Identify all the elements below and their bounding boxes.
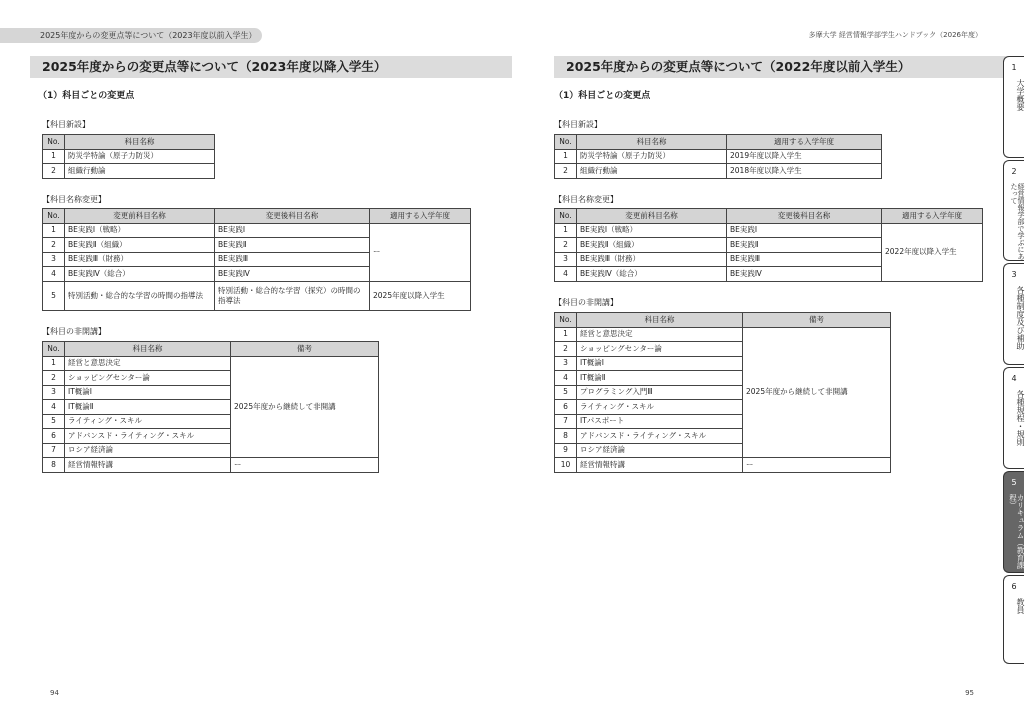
- chapter-tab-4[interactable]: [1003, 367, 1024, 469]
- old-subject-name: BE実践Ⅰ（戦略）: [65, 223, 215, 238]
- col-header: 変更後科目名称: [727, 209, 882, 224]
- tab-number: 2: [1011, 167, 1017, 176]
- row-number: 8: [555, 429, 577, 444]
- chapter-tab-6[interactable]: [1003, 575, 1024, 664]
- table-row: [555, 164, 882, 179]
- old-subject-name: BE実践Ⅱ（組織）: [577, 238, 727, 253]
- tab-number: 4: [1011, 374, 1017, 383]
- row-number: 2: [555, 342, 577, 357]
- chapter-tab-1[interactable]: [1003, 56, 1024, 158]
- subject-name: アドバンスド・ライティング・スキル: [577, 429, 743, 444]
- not-offered-table-right: [554, 312, 891, 473]
- row-number: 3: [43, 252, 65, 267]
- col-header: No.: [43, 135, 65, 150]
- note: ー: [231, 458, 379, 473]
- row-number: 1: [43, 223, 65, 238]
- row-number: 6: [43, 429, 65, 444]
- col-header: 変更前科目名称: [65, 209, 215, 224]
- new-subjects-label-left: 【科目新設】: [42, 120, 90, 129]
- col-header: No.: [43, 209, 65, 224]
- row-number: 3: [555, 252, 577, 267]
- renamed-label-right: 【科目名称変更】: [554, 195, 618, 204]
- new-subject-name: BE実践Ⅰ: [727, 223, 882, 238]
- subject-name: ライティング・スキル: [577, 400, 743, 415]
- old-subject-name: 特別活動・総合的な学習の時間の指導法: [65, 281, 215, 310]
- right-page: [512, 0, 1024, 723]
- row-number: 5: [43, 281, 65, 310]
- subject-name: IT概論Ⅱ: [65, 400, 231, 415]
- subject-name: IT概論Ⅰ: [65, 385, 231, 400]
- page-title-right: 2025年度からの変更点等について（2022年度以前入学生）: [554, 56, 1008, 78]
- left-page: [0, 0, 512, 723]
- chapter-tabs: [1003, 56, 1024, 664]
- subject-name: 組織行動論: [65, 164, 215, 179]
- table-row: [555, 149, 882, 164]
- row-number: 3: [555, 356, 577, 371]
- subject-name: ITパスポート: [577, 414, 743, 429]
- col-header: 適用する入学年度: [727, 135, 882, 150]
- running-header-left: 2025年度からの変更点等について（2023年度以前入学生）: [0, 28, 262, 43]
- row-number: 7: [555, 414, 577, 429]
- table-row: [43, 356, 379, 371]
- row-number: 2: [43, 164, 65, 179]
- row-number: 1: [43, 149, 65, 164]
- note: ー: [743, 458, 891, 473]
- chapter-tab-2[interactable]: [1003, 160, 1024, 261]
- running-header-right: 多摩大学 経営情報学部学生ハンドブック（2026年度）: [808, 31, 982, 39]
- row-number: 1: [555, 327, 577, 342]
- subheading-left: （1）科目ごとの変更点: [38, 91, 135, 101]
- table-row: [43, 149, 215, 164]
- row-number: 9: [555, 443, 577, 458]
- table-row: [555, 223, 983, 238]
- row-number: 3: [43, 385, 65, 400]
- col-header: No.: [43, 342, 65, 357]
- note: 2025年度から継続して非開講: [743, 327, 891, 458]
- subject-name: ロシア経済論: [577, 443, 743, 458]
- renamed-label-left: 【科目名称変更】: [42, 195, 106, 204]
- applies-year: 2025年度以降入学生: [370, 281, 471, 310]
- subject-name: プログラミング入門Ⅲ: [577, 385, 743, 400]
- subheading-right: （1）科目ごとの変更点: [554, 91, 651, 101]
- col-header: 科目名称: [65, 342, 231, 357]
- old-subject-name: BE実践Ⅳ（総合）: [65, 267, 215, 282]
- row-number: 4: [43, 267, 65, 282]
- not-offered-label-right: 【科目の非開講】: [554, 298, 618, 307]
- tab-number: 1: [1011, 63, 1017, 72]
- old-subject-name: BE実践Ⅲ（財務）: [65, 252, 215, 267]
- col-header: No.: [555, 135, 577, 150]
- tab-number: 6: [1011, 582, 1017, 591]
- old-subject-name: BE実践Ⅲ（財務）: [577, 252, 727, 267]
- subject-name: 経営と意思決定: [65, 356, 231, 371]
- subject-name: 経営と意思決定: [577, 327, 743, 342]
- row-number: 1: [555, 223, 577, 238]
- tab-number: 5: [1011, 478, 1017, 487]
- row-number: 1: [555, 149, 577, 164]
- row-number: 5: [555, 385, 577, 400]
- subject-name: ショッピングセンター論: [65, 371, 231, 386]
- row-number: 2: [555, 164, 577, 179]
- new-subjects-label-right: 【科目新設】: [554, 120, 602, 129]
- table-row: [43, 164, 215, 179]
- subject-name: ライティング・スキル: [65, 414, 231, 429]
- subject-name: IT概論Ⅰ: [577, 356, 743, 371]
- subject-name: 防災学特論（原子力防災）: [577, 149, 727, 164]
- subject-name: ショッピングセンター論: [577, 342, 743, 357]
- subject-name: ロシア経済論: [65, 443, 231, 458]
- table-row: [555, 327, 891, 342]
- row-number: 5: [43, 414, 65, 429]
- new-subject-name: BE実践Ⅳ: [215, 267, 370, 282]
- old-subject-name: BE実践Ⅰ（戦略）: [577, 223, 727, 238]
- new-subject-name: 特別活動・総合的な学習（探究）の時間の指導法: [215, 281, 370, 310]
- applies-year: 2019年度以降入学生: [727, 149, 882, 164]
- new-subject-name: BE実践Ⅱ: [727, 238, 882, 253]
- col-header: No.: [555, 209, 577, 224]
- row-number: 2: [43, 238, 65, 253]
- col-header: 科目名称: [577, 135, 727, 150]
- old-subject-name: BE実践Ⅱ（組織）: [65, 238, 215, 253]
- col-header: 適用する入学年度: [882, 209, 983, 224]
- subject-name: アドバンスド・ライティング・スキル: [65, 429, 231, 444]
- col-header: 科目名称: [65, 135, 215, 150]
- row-number: 1: [43, 356, 65, 371]
- renamed-table-left: [42, 208, 471, 311]
- renamed-table-right: [554, 208, 983, 282]
- subject-name: IT概論Ⅱ: [577, 371, 743, 386]
- table-row: [43, 223, 471, 238]
- tab-number: 3: [1011, 270, 1017, 279]
- tab-label: 各種規程・規則: [1016, 390, 1025, 446]
- new-subject-name: BE実践Ⅲ: [727, 252, 882, 267]
- row-number: 2: [555, 238, 577, 253]
- old-subject-name: BE実践Ⅳ（総合）: [577, 267, 727, 282]
- table-row: [555, 458, 891, 473]
- subject-name: 組織行動論: [577, 164, 727, 179]
- new-subjects-table-right: [554, 134, 882, 179]
- tab-label: 大学概要: [1016, 79, 1025, 111]
- col-header: 科目名称: [577, 313, 743, 328]
- col-header: 適用する入学年度: [370, 209, 471, 224]
- page-title-left: 2025年度からの変更点等について（2023年度以降入学生）: [30, 56, 512, 78]
- row-number: 6: [555, 400, 577, 415]
- row-number: 4: [555, 371, 577, 386]
- applies-year: ー: [370, 223, 471, 281]
- table-row: [43, 281, 471, 310]
- applies-year: 2022年度以降入学生: [882, 223, 983, 281]
- row-number: 8: [43, 458, 65, 473]
- note: 2025年度から継続して非開講: [231, 356, 379, 458]
- row-number: 2: [43, 371, 65, 386]
- subject-name: 防災学特論（原子力防災）: [65, 149, 215, 164]
- tab-label: 教員: [1016, 598, 1025, 614]
- tab-label: カリキュラム（教育課程）: [1008, 494, 1025, 569]
- new-subject-name: BE実践Ⅳ: [727, 267, 882, 282]
- new-subject-name: BE実践Ⅱ: [215, 238, 370, 253]
- subject-name: 経営情報特講: [65, 458, 231, 473]
- col-header: 備考: [743, 313, 891, 328]
- applies-year: 2018年度以降入学生: [727, 164, 882, 179]
- table-row: [43, 458, 379, 473]
- col-header: No.: [555, 313, 577, 328]
- not-offered-table-left: [42, 341, 379, 473]
- col-header: 変更前科目名称: [577, 209, 727, 224]
- chapter-tab-3[interactable]: [1003, 263, 1024, 365]
- tab-label: 各種制度及び補助: [1016, 286, 1025, 350]
- chapter-tab-5[interactable]: [1003, 471, 1024, 573]
- subject-name: 経営情報特講: [577, 458, 743, 473]
- page-number-left: 94: [50, 689, 59, 697]
- col-header: 備考: [231, 342, 379, 357]
- page-number-right: 95: [965, 689, 974, 697]
- row-number: 7: [43, 443, 65, 458]
- not-offered-label-left: 【科目の非開講】: [42, 327, 106, 336]
- row-number: 4: [555, 267, 577, 282]
- new-subject-name: BE実践Ⅰ: [215, 223, 370, 238]
- new-subjects-table-left: [42, 134, 215, 179]
- row-number: 10: [555, 458, 577, 473]
- new-subject-name: BE実践Ⅲ: [215, 252, 370, 267]
- col-header: 変更後科目名称: [215, 209, 370, 224]
- row-number: 4: [43, 400, 65, 415]
- tab-label: 経営情報学部で学ぶにあたって: [1010, 183, 1025, 260]
